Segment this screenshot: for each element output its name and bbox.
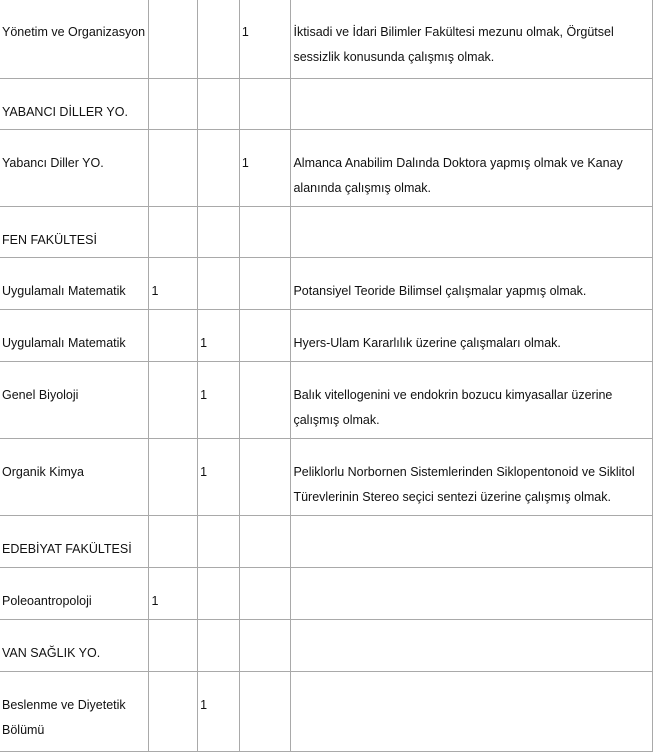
requirement-cell (291, 207, 653, 258)
count-cell-col2: 1 (198, 362, 240, 439)
department-cell: Uygulamalı Matematik (0, 258, 149, 310)
department-cell: Uygulamalı Matematik (0, 310, 149, 362)
count-cell-col3 (239, 258, 291, 310)
count-cell-col1 (149, 620, 198, 672)
count-cell-col3 (239, 362, 291, 439)
faculty-heading-cell: FEN FAKÜLTESİ (0, 207, 149, 258)
requirement-cell: Potansiyel Teoride Bilimsel çalışmalar yapmış olmak. (291, 258, 653, 310)
table-row (0, 310, 653, 362)
table-row (0, 207, 653, 258)
count-cell-col3 (239, 207, 291, 258)
count-cell-col3 (239, 439, 291, 516)
count-cell-col3 (239, 79, 291, 130)
faculty-heading-cell: YABANCI DİLLER YO. (0, 79, 149, 130)
requirement-cell: Peliklorlu Norbornen Sistemlerinden Siklopentonoid ve Siklitol Türevlerinin Stereo seçici sentezi üzerine çalışmış olmak. (291, 439, 653, 516)
count-cell-col2 (198, 568, 240, 620)
count-cell-col1 (149, 516, 198, 568)
count-cell-col2 (198, 79, 240, 130)
table-row (0, 258, 653, 310)
count-cell-col1 (149, 130, 198, 207)
requirement-cell: Balık vitellogenini ve endokrin bozucu kimyasallar üzerine çalışmış olmak. (291, 362, 653, 439)
count-cell-col3 (239, 516, 291, 568)
table-row (0, 516, 653, 568)
requirement-cell: İktisadi ve İdari Bilimler Fakültesi mezunu olmak, Örgütsel sessizlik konusunda çalışmış olmak. (291, 0, 653, 79)
count-cell-col3 (239, 672, 291, 752)
requirement-cell (291, 568, 653, 620)
department-cell: Organik Kimya (0, 439, 149, 516)
table-row (0, 130, 653, 207)
requirement-cell (291, 516, 653, 568)
count-cell-col1 (149, 439, 198, 516)
faculty-heading-cell: EDEBİYAT FAKÜLTESİ (0, 516, 149, 568)
table-row (0, 362, 653, 439)
count-cell-col2: 1 (198, 439, 240, 516)
count-cell-col2 (198, 516, 240, 568)
count-cell-col1 (149, 207, 198, 258)
count-cell-col3: 1 (239, 0, 291, 79)
count-cell-col3 (239, 568, 291, 620)
requirement-cell: Almanca Anabilim Dalında Doktora yapmış olmak ve Kanay alanında çalışmış olmak. (291, 130, 653, 207)
department-cell: Yönetim ve Organizasyon (0, 0, 149, 79)
department-cell: Yabancı Diller YO. (0, 130, 149, 207)
table-row (0, 568, 653, 620)
count-cell-col2 (198, 258, 240, 310)
count-cell-col1 (149, 0, 198, 79)
count-cell-col1 (149, 310, 198, 362)
count-cell-col3 (239, 310, 291, 362)
count-cell-col1 (149, 79, 198, 130)
count-cell-col1 (149, 362, 198, 439)
department-cell: Poleoantropoloji (0, 568, 149, 620)
count-cell-col2: 1 (198, 672, 240, 752)
requirement-cell (291, 672, 653, 752)
count-cell-col2 (198, 207, 240, 258)
table-row (0, 0, 653, 79)
table-row (0, 439, 653, 516)
department-cell: Genel Biyoloji (0, 362, 149, 439)
count-cell-col1: 1 (149, 258, 198, 310)
count-cell-col3 (239, 620, 291, 672)
count-cell-col2 (198, 0, 240, 79)
count-cell-col1 (149, 672, 198, 752)
requirement-cell (291, 79, 653, 130)
table-row (0, 620, 653, 672)
faculty-heading-cell: VAN SAĞLIK YO. (0, 620, 149, 672)
requirement-cell: Hyers-Ulam Kararlılık üzerine çalışmaları olmak. (291, 310, 653, 362)
requirement-cell (291, 620, 653, 672)
department-cell: Beslenme ve Diyetetik Bölümü (0, 672, 149, 752)
table-row (0, 672, 653, 752)
count-cell-col2 (198, 620, 240, 672)
count-cell-col1: 1 (149, 568, 198, 620)
count-cell-col3: 1 (239, 130, 291, 207)
table-row (0, 79, 653, 130)
count-cell-col2: 1 (198, 310, 240, 362)
count-cell-col2 (198, 130, 240, 207)
